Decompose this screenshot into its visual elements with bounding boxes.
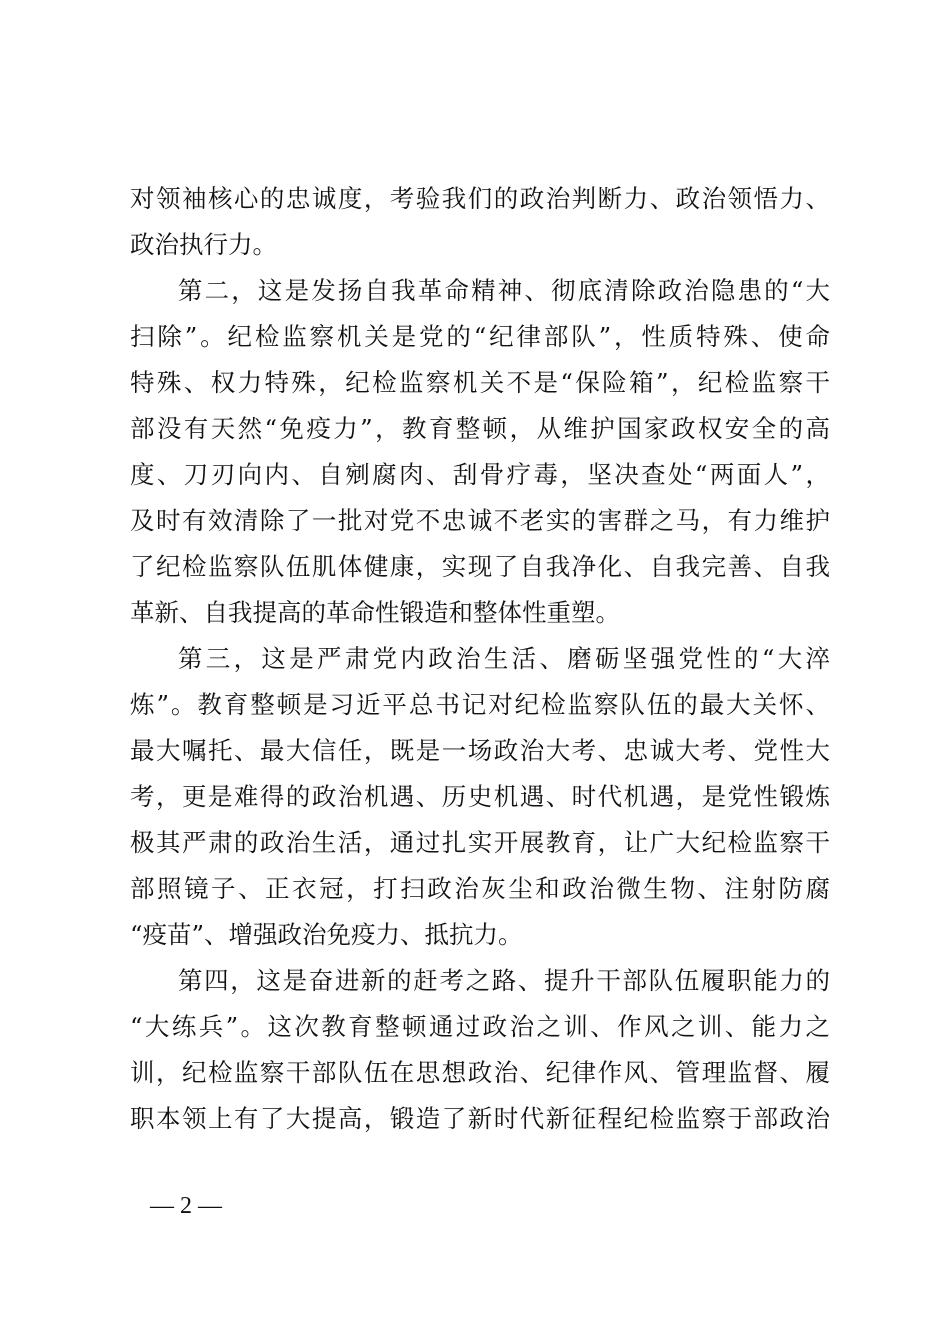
text-line: 考，更是难得的政治机遇、历史机遇、时代机遇，是党性锻炼 [130,782,830,811]
paragraph-first-line: 第三，这是严肃党内政治生活、磨砺坚强党性的“大淬 [178,644,830,673]
text-line: 职本领上有了大提高，锻造了新时代新征程纪检监察于部政治 [130,1104,830,1133]
text-line: 最大嘱托、最大信任，既是一场政治大考、忠诚大考、党性大 [130,736,830,765]
text-line: 对领袖核心的忠诚度，考验我们的政治判断力、政治领悟力、 [130,184,830,213]
text-line: 政治执行力。 [130,230,277,259]
text-line: 扫除”。纪检监察机关是党的“纪律部队”，性质特殊、使命 [130,322,830,351]
page-number: — 2 — [150,1193,222,1219]
text-line: “疫苗”、增强政治免疫力、抵抗力。 [130,920,523,949]
text-line: 部照镜子、正衣冠，打扫政治灰尘和政治微生物、注射防腐 [130,874,830,903]
paragraph-first-line: 第二，这是发扬自我革命精神、彻底清除政治隐患的“大 [178,276,830,305]
text-line: 极其严肃的政治生活，通过扎实开展教育，让广大纪检监察干 [130,828,830,857]
text-line: 特殊、权力特殊，纪检监察机关不是“保险箱”，纪检监察干 [130,368,830,397]
text-line: 度、刀刃向内、自剜腐肉、刮骨疗毒，坚决查处“两面人”， [130,460,830,489]
text-line: 炼”。教育整顿是习近平总书记对纪检监察队伍的最大关怀、 [130,690,830,719]
text-line: 了纪检监察队伍肌体健康，实现了自我净化、自我完善、自我 [130,552,830,581]
paragraph-first-line: 第四，这是奋进新的赶考之路、提升干部队伍履职能力的 [178,966,830,995]
text-line: 革新、自我提高的革命性锻造和整体性重塑。 [130,598,620,627]
text-line: “大练兵”。这次教育整顿通过政治之训、作风之训、能力之 [130,1012,830,1041]
text-line: 训，纪检监察干部队伍在思想政治、纪律作风、管理监督、履 [130,1058,830,1087]
text-line: 部没有天然“免疫力”，教育整顿，从维护国家政权安全的高 [130,414,830,443]
text-line: 及时有效清除了一批对党不忠诚不老实的害群之马，有力维护 [130,506,830,535]
